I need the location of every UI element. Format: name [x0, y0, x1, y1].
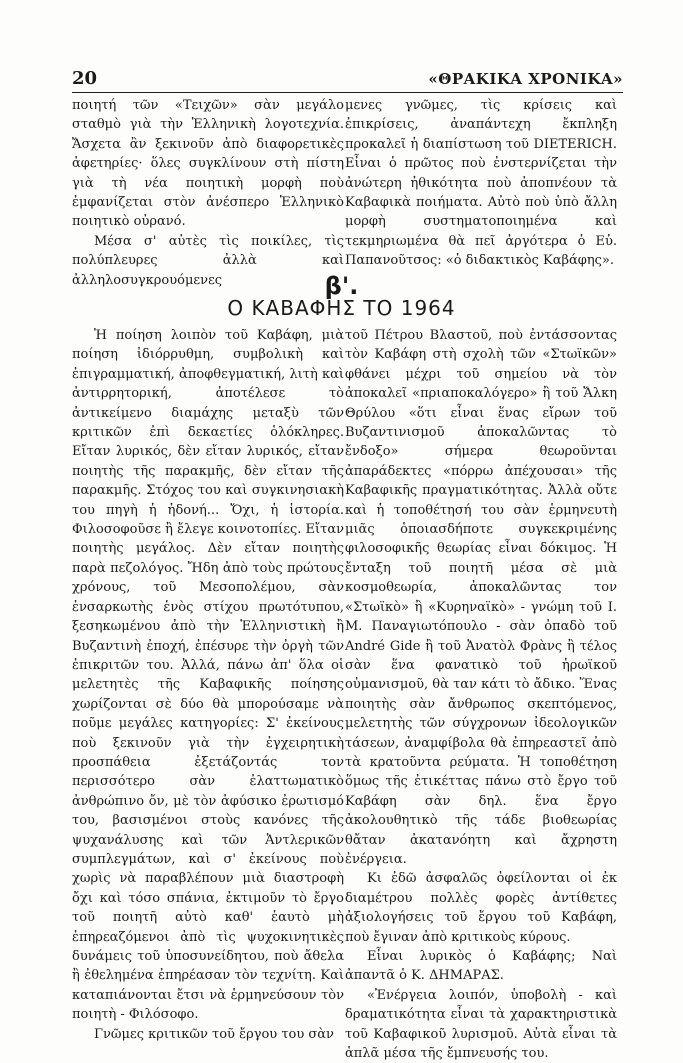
journal-title: «ΘΡΑΚΙΚΑ ΧΡΟΝΙΚΑ» — [428, 70, 623, 88]
top-right-column — [345, 96, 617, 271]
paragraph: τοῦ Πέτρου Βλαστοῦ, ποὺ ἐντάσσοντας τὸν Καβάφη στὴ σχολὴ τῶν «Στωϊκῶν» φθάνει μέχρι τοῦ σημείου νὰ τὸν ἀποκαλεῖ «πριαποκαλόγερο» ἢ τοῦ Ἄλκη Θρύλου «ὅτι εἶναι ἕνας εἴρων τοῦ Βυζαντινισμοῦ ἀποκαλῶντας τὸ ἔνδοξο» σήμερα θεωροῦνται ἀπαράδεκτες «πόρρω ἀπέχουσαι» τῆς Καβαφικῆς πραγματικότητας. Ἀλλὰ οὔτε καὶ ἡ τοποθέτησή του σὰν ἑρμηνευτὴ μιᾶς ὁποιασδήποτε συγκεκριμένης φιλοσοφικῆς θεωρίας εἶναι δόκιμος. Ἡ ἔνταξη τοῦ ποιητῆ μέσα σὲ μιὰ κοσμοθεωρία, ἀποκαλῶντας τον «Στωϊκὸ» ἢ «Κυρηναϊκὸ» - γνώμη τοῦ Ι. Μ. Παναγιωτόπουλο - σὰν ὀπαδὸ τοῦ André Gide ἢ τοῦ Ἀνατὸλ Φρὰνς ἢ τέλος σὰν ἕνα φανατικὸ τοῦ ἡρωϊκοῦ οὐμανισμοῦ, θὰ ταν κάτι τὸ ἄδικο. Ἕνας ποιητὴς σὰν ἄνθρωπος σκεπτόμενος, μελετητὴς τῶν σύγχρονων ἰδεολογικῶν τάσεων, ἀναμφίβολα θὰ ἐπηρεαστεῖ ἀπὸ τὰ κρατοῦντα ρεύματα. Ἡ τοποθέτηση ὅμως τῆς ἐτικέττας πάνω στὸ ἔργο τοῦ Καβάφη σὰν δηλ. ἕνα ἔργο ἀκολουθητικὸ τῆς τάδε βιοθεωρίας θἄταν ἀκατανόητη καὶ ἄχρηστη ἐνέργεια. — [345, 328, 617, 867]
page-header — [72, 68, 623, 92]
header-rule — [72, 92, 623, 93]
paragraph: Γνῶμες κριτικῶν τοῦ ἔργου του σὰν — [94, 1026, 334, 1042]
paragraph: ποιητή τῶν «Τειχῶν» σὰν μεγάλο σταθμὸ γιὰ τὴν Ἑλληνικὴ λογοτεχνία. Ἄσχετα ἂν ξεκινοῦν ἀπὸ διαφορετικὲς ἀφετηρίες· ὅλες συγκλίνουν στὴ πίστη γιὰ τὴ νέα ποιητικὴ μορφὴ ποὺ ἐμφανίζεται στὸν ἀνέσπερο Ἑλληνικὸ ποιητικὸ οὐρανό. — [72, 98, 344, 230]
page-number: 20 — [72, 68, 98, 89]
paragraph: Εἶναι λυρικὸς ὁ Καβάφης; Ναὶ ἀπαντᾶ ὁ Κ. ΔΗΜΑΡΑΣ. — [345, 949, 617, 984]
paragraph: Ἡ ποίηση λοιπὸν τοῦ Καβάφη, μιὰ ποίηση ἰδιόρρυθμη, συμβολικὴ καὶ ἐπιγραμματική, ἀποφθεγματική, λιτὴ καὶ ἀντιρρητορική, ἀποτέλεσε τὸ ἀντικείμενο διαμάχης μεταξὺ τῶν κριτικῶν ἐπὶ δεκαετίες ὁλόκληρες. Εἴταν λυρικός, δὲν εἴταν λυρικός, εἴταν ποιητὴς τῆς παρακμῆς, δὲν εἴταν τῆς παρακμῆς. Στόχος του καὶ συγκινησιακὴ του πηγὴ ἡ ἡδονή... Ὄχι, ἡ ἱστορία. Φιλοσοφοῦσε ἢ ἔλεγε κοινοτοπίες. Εἴταν ποιητὴς μεγάλος. Δὲν εἴταν ποιητὴς παρὰ πεζολόγος. Ἤδη ἀπὸ τοὺς πρώτους χρόνους, τοῦ Μεσοπολέμου, σὰν ἐνσαρκωτὴς ἑνὸς στίχου πρωτότυπου, ξεσηκωμένου ἀπὸ τὴν Ἑλληνιστικὴ ἢ Βυζαντινὴ ἐποχή, ἐπέσυρε τὴν ὀργὴ τῶν ἐπικριτῶν του. Ἀλλά, πάνω ἀπ' ὅλα οἱ μελετητὲς τῆς Καβαφικῆς ποίησης χωρίζονται σὲ δύο θὰ μπορούσαμε νὰ ποῦμε μεγάλες κατηγορίες: Σ' ἐκείνους ποὺ ξεκινοῦν γιὰ τὴν ἐγχειρητικὴ προσπάθεια ἐξετάζοντάς τον περισσότερο σὰν ἐλαττωματικὸ ἀνθρώπινο ὄν, μὲ τὸν ἀφύσικο ἐρωτισμό του, βασισμένοι στοὺς κανόνες τῆς ψυχανάλυσης καὶ τῶν Ἀντλερικῶν συμπλεγμάτων, καὶ σ' ἐκείνους ποὺ χωρὶς νὰ παραβλέπουν μιὰ διαστροφὴ ὄχι καὶ τόσο σπάνια, ἐκτιμοῦν τὸ ἔργο τοῦ ποιητῆ αὐτὸ καθ' ἑαυτὸ μὴ ἐπηρεαζόμενοι ἀπὸ τὶς ψυχοκινητικὲς δυνάμεις τοῦ ὑποσυνείδητου, ποὺ ἄθελα ἢ ἐθελημένα ἐπηρέασαν τὸν τεχνίτη. Καὶ καταπιάνονται ἔτσι νὰ ἑρμηνεύσουν τὸν ποιητὴ - Φιλόσοφο. — [72, 328, 344, 1023]
main-right-column — [345, 326, 617, 1063]
top-left-column — [72, 96, 344, 290]
main-left-column — [72, 326, 344, 1044]
paragraph: Κι ἐδῶ ἀσφαλῶς ὀφείλονται οἱ ἐκ διαμέτρου πολλὲς φορὲς ἀντίθετες ἀξιολογήσεις τοῦ ἔργου τοῦ Καβάφη, ποὺ ἔγιναν ἀπὸ κριτικοὺς κύρους. — [345, 871, 617, 945]
section-title: Ο ΚΑΒΑΦΗΣ ΤΟ 1964 — [227, 296, 456, 320]
section-number: β'. — [324, 272, 359, 300]
paragraph: μενες γνῶμες, τὶς κρίσεις καὶ ἐπικρίσεις, ἀναπάντεχη ἔκπληξη προκαλεῖ ἡ διαπίστωση τοῦ DIETERICH. Εἶναι ὁ πρῶτος ποὺ ἐνστερνίζεται τὴν ἀνώτερη ἠθικότητα ποὺ ἀποπνέουν τὰ Καβαφικὰ ποιήματα. Αὐτὸ ποὺ ὑπὸ ἄλλη μορφὴ συστηματοποιημένα καὶ τεκμηριωμένα θὰ πεῖ ἀργότερα ὁ Εὐ. Παπανοῦτσος: «ὁ διδακτικὸς Καβάφης». — [345, 98, 617, 269]
paragraph: Μέσα σ' αὐτὲς τὶς ποικίλες, τὶς πολύπλευρες ἀλλὰ καὶ ἀλληλοσυγκρουόμενες — [72, 233, 344, 288]
paragraph: «Ἐνέργεια λοιπόν, ὑποβολὴ - καὶ δραματικότητα εἶναι τὰ χαρακτηριστικὰ τοῦ Καβαφικοῦ λυρισμοῦ. Αὐτὰ εἶναι τὰ ἁπλᾶ μέσα τῆς ἔμπνευσής του. — [345, 987, 617, 1062]
